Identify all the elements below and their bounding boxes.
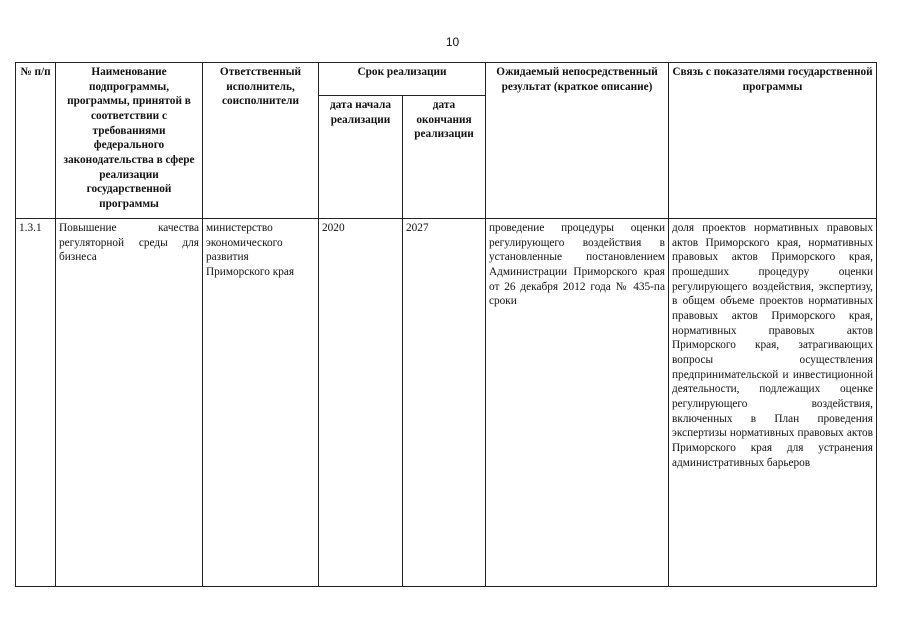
- cell-start: 2020: [319, 219, 403, 587]
- header-start: дата начала реализации: [319, 96, 403, 219]
- cell-executor: министерство экономического развития Приморского края: [203, 219, 319, 587]
- cell-num: 1.3.1: [16, 219, 56, 587]
- cell-name: Повышение качества регуляторной среды для бизнеса: [56, 219, 203, 587]
- table-row: [16, 219, 877, 587]
- program-table: [15, 62, 877, 587]
- header-result: Ожидаемый непосредственный результат (краткое описание): [486, 63, 669, 219]
- cell-link: доля проектов нормативных правовых актов Приморского края, нормативных правовых актов Приморского края, прошедших процедуру оценки регулирующего воздействия, экспертизу, в общем объеме проектов нормативных правовых актов Приморского края, нормативных правовых актов Приморского края, затрагивающих вопросы осуществления предпринимательской и инвестиционной деятельности, подлежащих оценке регулирующего воздействия, включенных в План проведения экспертизы нормативных правовых актов Приморского края для устранения административных барьеров: [669, 219, 877, 587]
- header-end: дата окончания реализации: [403, 96, 486, 219]
- header-row: [16, 63, 877, 96]
- cell-result: проведение процедуры оценки регулирующего воздействия в установленные постановлением Администрации Приморского края от 26 декабря 2012 года № 435-па сроки: [486, 219, 669, 587]
- header-num: № п/п: [16, 63, 56, 219]
- header-executor: Ответственный исполнитель, соисполнители: [203, 63, 319, 219]
- header-link: Связь с показателями государственной программы: [669, 63, 877, 219]
- page-number: 10: [445, 35, 460, 49]
- header-name: Наименование подпрограммы, программы, принятой в соответствии с требованиями федерального законодательства в сфере реализации государственной программы: [56, 63, 203, 219]
- cell-end: 2027: [403, 219, 486, 587]
- header-period: Срок реализации: [319, 63, 486, 96]
